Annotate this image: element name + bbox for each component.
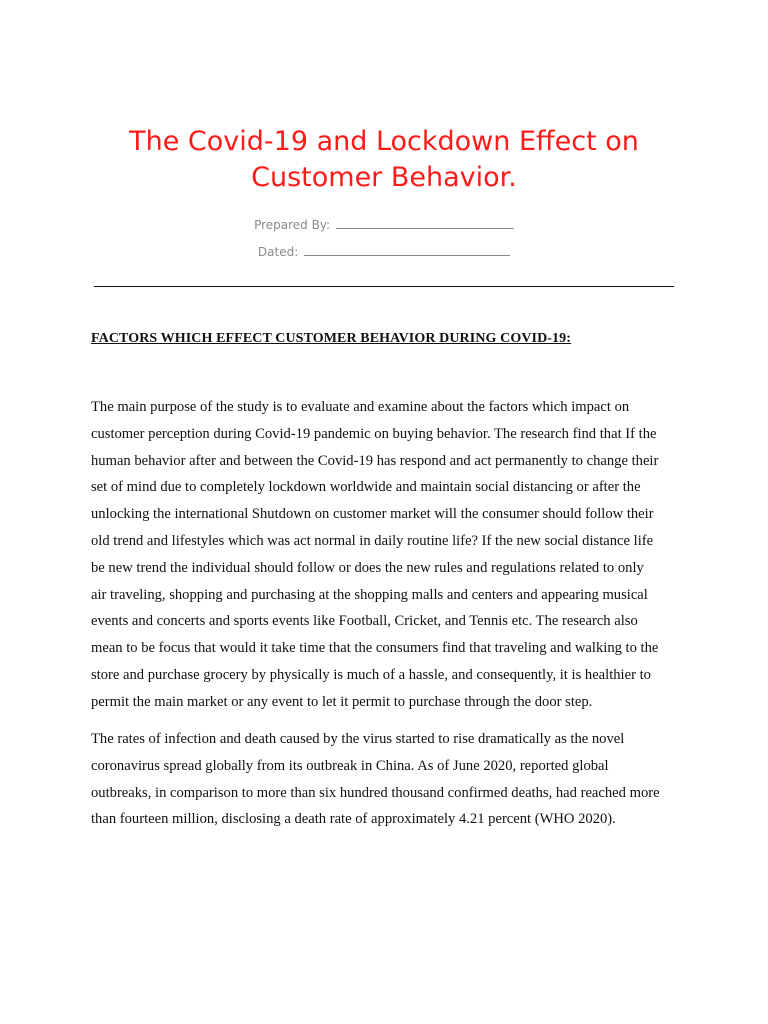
text-line: set of mind due to completely lockdown worldwide and maintain social distancing or after the [91, 479, 641, 496]
text-line: store and purchase grocery by physically is much of a hassle, and consequently, it is healthier to [91, 666, 651, 683]
text-line: mean to be focus that would it take time that the consumers find that traveling and walking to the [91, 640, 659, 657]
text-line: permit the main market or any event to let it permit to purchase through the door step. [91, 693, 593, 710]
paragraph-1 [91, 394, 691, 716]
text-line: human behavior after and between the Covid-19 has respond and act permanently to change their [91, 452, 659, 469]
title-line: Customer Behavior. [251, 162, 517, 193]
text-line: The rates of infection and death caused by the virus started to rise dramatically as the novel [91, 731, 625, 747]
text-line: coronavirus spread globally from its outbreak in China. As of June 2020, reported global [91, 757, 609, 774]
section-heading: FACTORS WHICH EFFECT CUSTOMER BEHAVIOR DURING COVID-19: [91, 331, 572, 346]
text-line: The main purpose of the study is to evaluate and examine about the factors which impact on [91, 399, 630, 415]
prepared-by-blank [336, 217, 514, 229]
dated-label: Dated: [257, 245, 299, 259]
text-line: events and concerts and sports events like Football, Cricket, and Tennis etc. The research also [91, 613, 638, 630]
text-line: than fourteen million, disclosing a death rate of approximately 4.21 percent (WHO 2020). [91, 811, 616, 828]
dated-line [0, 244, 768, 260]
horizontal-rule [94, 286, 674, 287]
text-line: customer perception during Covid-19 pandemic on buying behavior. The research find that If the [91, 425, 657, 442]
text-line: unlocking the international Shutdown on customer market will the consumer should follow their [91, 506, 654, 523]
document-title [0, 124, 768, 196]
text-line: air traveling, shopping and purchasing at the shopping malls and centers and appearing musical [91, 586, 648, 603]
paragraph-2 [91, 726, 691, 833]
text-line: be new trend the individual should follow or does the new rules and regulations related to only [91, 559, 644, 576]
prepared-by-line [0, 217, 768, 233]
prepared-by-label: Prepared By: [254, 218, 331, 232]
dated-blank [304, 244, 510, 256]
text-line: old trend and lifestyles which was act normal in daily routine life? If the new social distance life [91, 532, 654, 549]
text-line: outbreaks, in comparison to more than six hundred thousand confirmed deaths, had reached more [91, 784, 660, 801]
title-line: The Covid-19 and Lockdown Effect on [129, 126, 639, 157]
